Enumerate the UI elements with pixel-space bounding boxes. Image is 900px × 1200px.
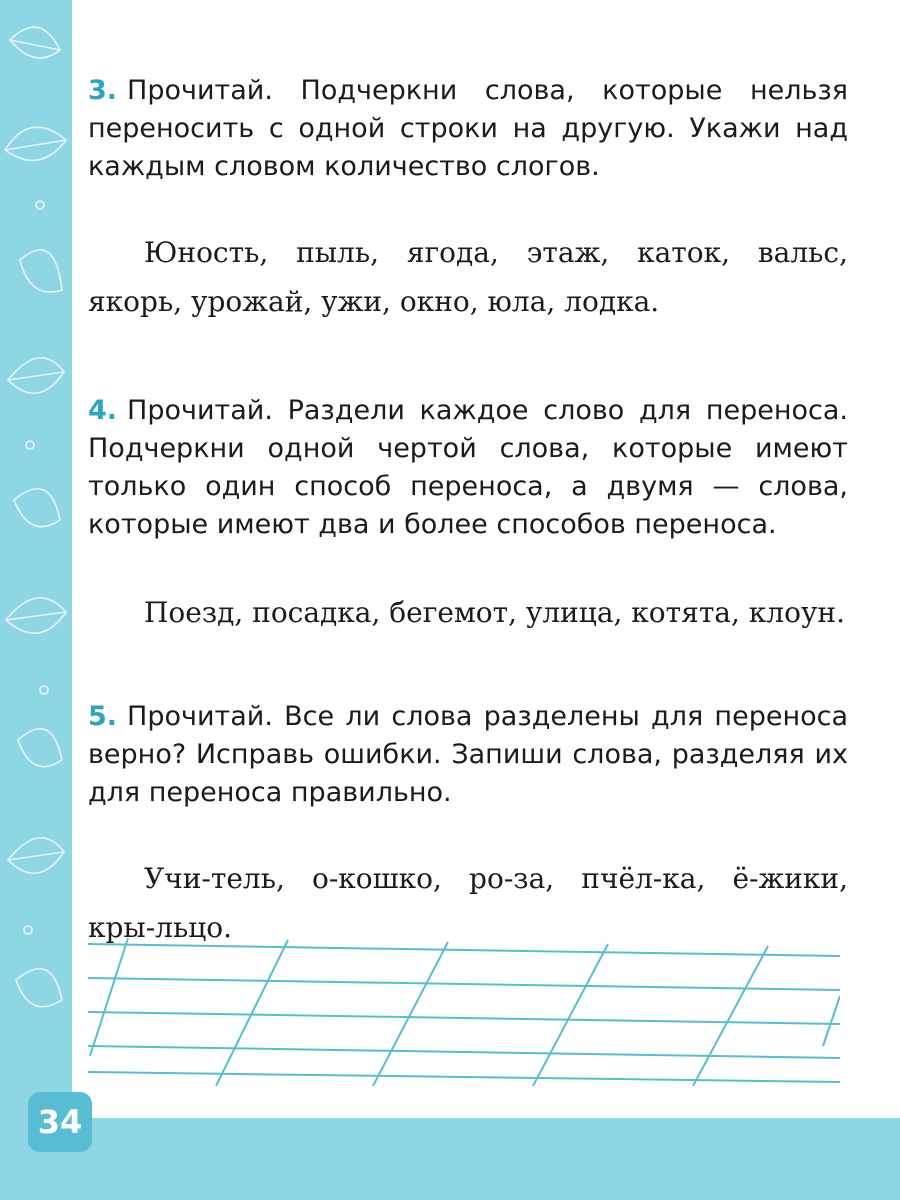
task-3-words: Юность, пыль, ягода, этаж, каток, вальс, якорь, урожай, ужи, окно, юла, лодка. [88,236,848,318]
leaf-pattern-icon [0,0,72,1200]
task-4-words: Поезд, посадка, бегемот, улица, котята, клоун. [144,596,845,629]
writing-grid[interactable] [88,936,840,1086]
task-4-instruction [88,392,848,544]
task-5-words: Учи-тель, о-кошко, ро-за, пчёл-ка, ё-жики, кры-льцо. [88,862,848,944]
task-number: 4. [88,395,118,426]
task-text: Прочитай. Подчеркни слова, которые нельзя переносить с одной строки на другую. Укажи над каждым словом количество слогов. [88,75,848,182]
task-number: 3. [88,75,118,106]
decorative-leaf-strip [0,0,72,1200]
task-number: 5. [88,701,118,732]
bottom-band [72,1118,900,1200]
task-text: Прочитай. Все ли слова разделены для переноса верно? Исправь ошибки. Запиши слова, разделяя их для переноса правильно. [88,701,848,808]
page-number: 34 [28,1092,92,1152]
task-text: Прочитай. Раздели каждое слово для переноса. Подчеркни одной чертой слова, которые имеют только один способ переноса, а двумя — слова, которые имеют два и более способов переноса. [88,395,848,540]
task-3-instruction [88,72,848,186]
task-5-instruction [88,698,848,812]
